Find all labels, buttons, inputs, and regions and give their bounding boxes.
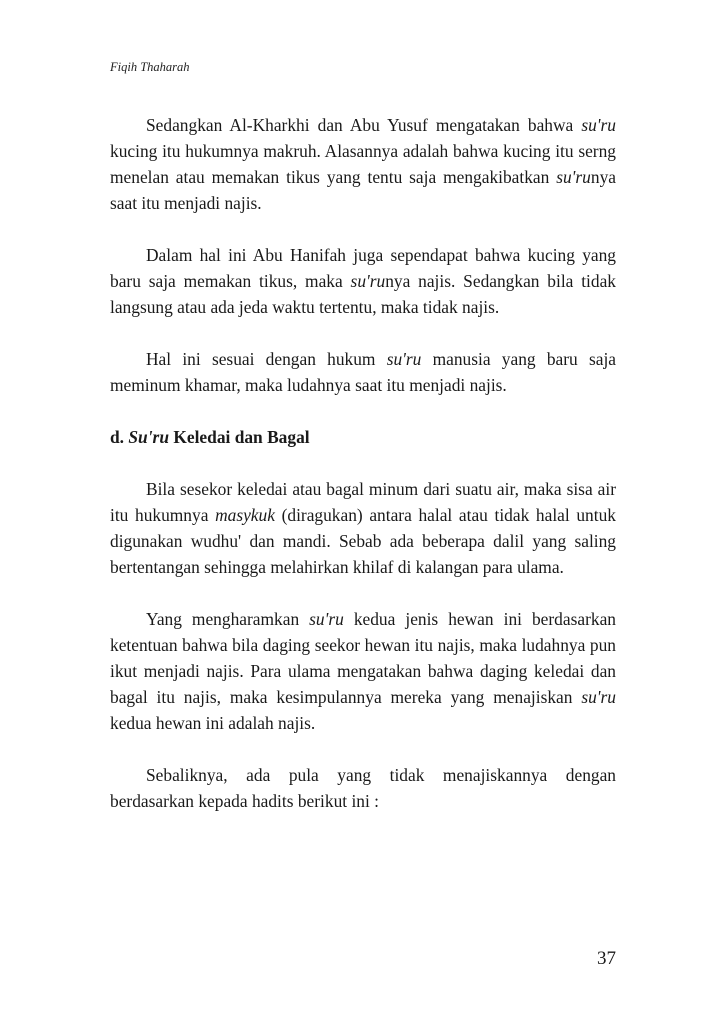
paragraph-6: Sebaliknya, ada pula yang tidak menajiskannya dengan berdasarkan kepada hadits berikut ini : <box>110 765 616 811</box>
paragraph-4: Bila sesekor keledai atau bagal minum dari suatu air, maka sisa air itu hukumnya masykuk (diragukan) antara halal atau tidak halal untuk digunakan wudhu' dan mandi. Sebab ada beberapa dalil yang saling bertentangan sehingga melahirkan khilaf di kalangan para ulama. <box>110 479 616 577</box>
body-text <box>110 112 616 840</box>
paragraph-5: Yang mengharamkan su'ru kedua jenis hewan ini berdasarkan ketentuan bahwa bila daging seekor hewan itu najis, maka ludahnya pun ikut menjadi najis. Para ulama mengatakan bahwa daging keledai dan bagal itu najis, maka kesimpulannya mereka yang menajiskan su'ru kedua hewan ini adalah najis. <box>110 609 616 733</box>
section-heading: d. Su'ru Keledai dan Bagal <box>110 427 310 447</box>
paragraph-1: Sedangkan Al-Kharkhi dan Abu Yusuf mengatakan bahwa su'ru kucing itu hukumnya makruh. Alasannya adalah bahwa kucing itu serng menelan atau memakan tikus yang tentu saja mengakibatkan su'runya saat itu menjadi najis. <box>110 115 616 213</box>
page-number: 37 <box>597 948 616 969</box>
paragraph-2: Dalam hal ini Abu Hanifah juga sependapat bahwa kucing yang baru saja memakan tikus, maka su'runya najis. Sedangkan bila tidak langsung atau ada jeda waktu tertentu, maka tidak najis. <box>110 245 616 317</box>
running-header: Fiqih Thaharah <box>110 60 190 74</box>
paragraph-3: Hal ini sesuai dengan hukum su'ru manusia yang baru saja meminum khamar, maka ludahnya saat itu menjadi najis. <box>110 349 616 395</box>
